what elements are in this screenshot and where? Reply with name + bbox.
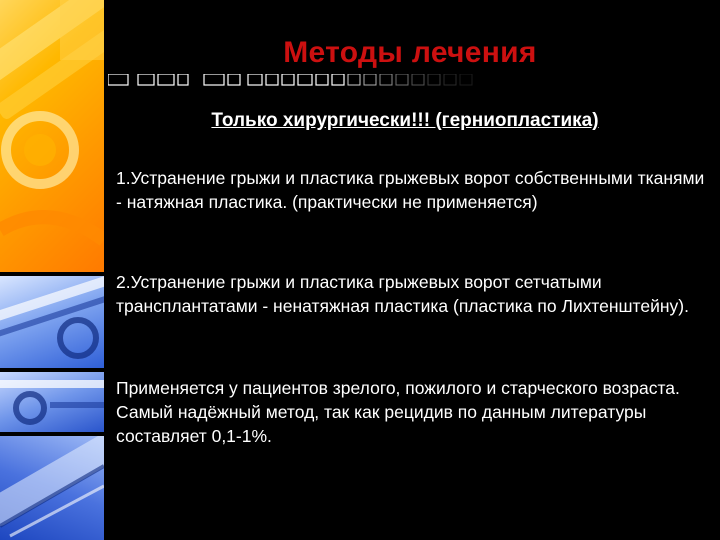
decorative-divider: [108, 74, 568, 86]
stethoscope-image: [0, 372, 104, 432]
paragraph-method-1: 1.Устранение грыжи и пластика грыжевых ворот собственными тканями - натяжная пластика. (практически не применяется): [116, 168, 705, 212]
slide-title: Методы лечения: [283, 36, 537, 69]
syringe-image: [0, 276, 104, 368]
syringe-large-image: [0, 436, 104, 540]
slide-subtitle: Только хирургически!!! (герниопластика): [211, 110, 599, 131]
paragraph-application: Применяется у пациентов зрелого, пожилого и старческого возраста. Самый надёжный метод, так как рецидив по данным литературы составляет 0,1-1%.: [116, 378, 680, 446]
medical-equipment-image: [0, 0, 104, 272]
paragraph-method-2: 2.Устранение грыжи и пластика грыжевых ворот сетчатыми трансплантатами - ненатяжная пластика (пластика по Лихтенштейну).: [116, 272, 689, 316]
decorative-image-strip: [0, 0, 104, 540]
